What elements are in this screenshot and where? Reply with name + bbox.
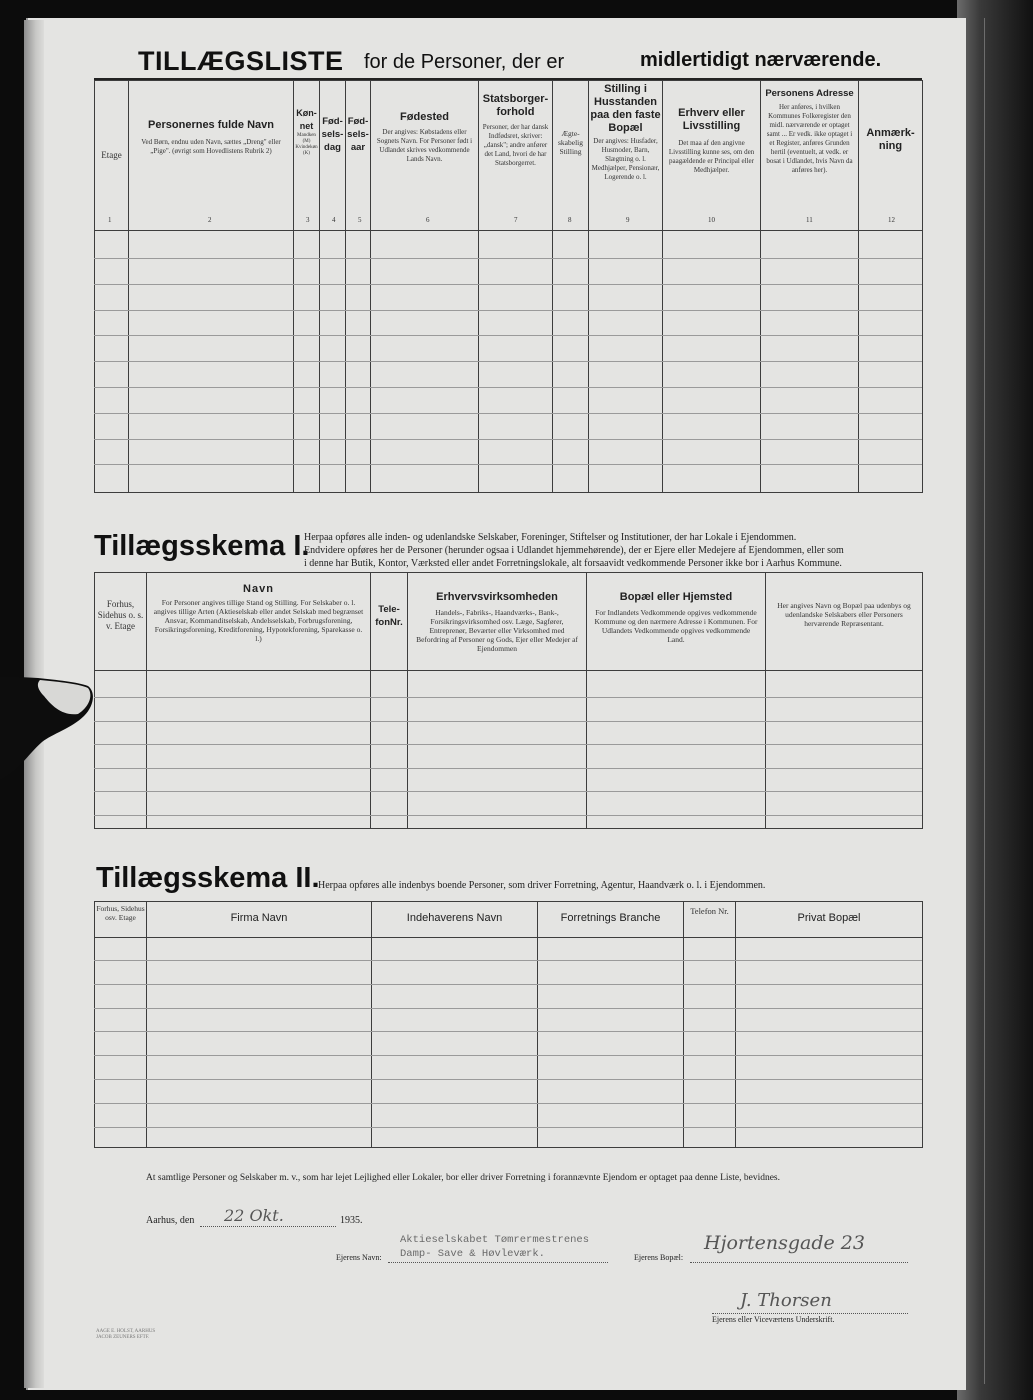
declaration: At samtlige Personer og Selskaber m. v., som har lejet Lejlighed eller Lokaler, bor eller driver Forretning i forannævnte Ejendom er optaget paa denne Liste, bevidnes. (146, 1173, 780, 1183)
residence-line (690, 1262, 908, 1263)
col-household: Stilling i Husstanden paa den faste Bopæl Der angives: Husfader, Husmoder, Barn, Slægtning o. l. Medhjælper, Pensionær, Logerende o. l. (589, 81, 663, 231)
s1-col-business: Erhvervsvirksomheden Handels-, Fabriks-, Haandværks-, Bank-, Forsikringsvirksomhed osv. Læge, Sagfører, Entreprenør, Beværter eller Virksomhed med Befordring af Personer og Gods, Ejer eller Medejer af Ejendommen (408, 573, 587, 671)
s1-col-residence: Bopæl eller Hjemsted For Indlandets Vedkommende opgives vedkommende Kommune og den nærmere Adresse i Kommunen. For Udlandets Vedkommende opgives vedkommende Land. (587, 573, 766, 671)
ruled-line (94, 697, 922, 698)
skema1-intro-line1: Herpaa opføres alle inden- og udenlandske Selskaber, Foreninger, Stiftelser og Institutioner, der har Lokale i Ejendommen. (304, 532, 797, 543)
col-num: 6 (426, 216, 430, 224)
s2-col-phone: Telefon Nr. (684, 902, 736, 938)
col-num: 12 (888, 216, 895, 224)
page-edge (984, 18, 985, 1384)
col-num: 7 (514, 216, 518, 224)
signature: J. Thorsen (740, 1290, 832, 1311)
ruled-line (94, 815, 922, 816)
col-num: 3 (306, 216, 310, 224)
residence-handwritten: Hjortensgade 23 (704, 1232, 865, 1254)
ruled-line (94, 361, 922, 362)
skema2-table (94, 901, 923, 1148)
skema1-title: Tillægsskema I. (94, 530, 310, 562)
page-title: TILLÆGSLISTE (138, 46, 344, 76)
column-numbers (94, 216, 922, 228)
col-num: 2 (208, 216, 212, 224)
owner-stamp-line2: Damp- Save & Høvleværk. (400, 1248, 545, 1260)
ruled-line (94, 721, 922, 722)
date-handwritten: 22 Okt. (224, 1206, 284, 1225)
ruled-line (94, 413, 922, 414)
ruled-line (94, 984, 922, 985)
year: 1935. (340, 1215, 363, 1226)
col-etage: Etage (95, 81, 129, 231)
ruled-line (94, 439, 922, 440)
col-num: 4 (332, 216, 336, 224)
skema1-intro-line2: Endvidere opføres her de Personer (herunder ogsaa i Udlandet hjemmehørende), der er Ejere eller Medejere af Ejendommen, eller som (304, 545, 844, 556)
col-remarks: Anmærkning (859, 81, 923, 231)
ruled-line (94, 1008, 922, 1009)
ruled-line (94, 791, 922, 792)
s2-col-private: Privat Bopæl (736, 902, 923, 938)
col-marital: Ægteskabelig Stilling (553, 81, 589, 231)
adjacent-page (957, 0, 1033, 1400)
s2-col-branch: Forretnings Branche (538, 902, 684, 938)
owner-label: Ejerens Navn: (336, 1253, 382, 1262)
ruled-line (94, 1055, 922, 1056)
col-birthplace: Fødested Der angives: Købstadens eller Sognets Navn. For Personer født i Udlandet skrives vedkommende Lands Navn. (371, 81, 479, 231)
s1-col-etage: Forhus, Sidehus o. s. v. Etage (95, 573, 147, 671)
ruled-line (94, 284, 922, 285)
s2-col-owner: Indehaverens Navn (372, 902, 538, 938)
date-line (200, 1226, 336, 1227)
s2-col-firm: Firma Navn (147, 902, 372, 938)
page-title-rest: for de Personer, der er (364, 51, 565, 73)
ruled-line (94, 335, 922, 336)
ruled-line (94, 744, 922, 745)
owner-line (388, 1262, 608, 1263)
residence-label: Ejerens Bopæl: (634, 1253, 684, 1262)
col-birthday: Fødselsdag (320, 81, 346, 231)
skema2-title: Tillægsskema II. (96, 862, 320, 894)
ruled-line (94, 1079, 922, 1080)
tillaegsliste-table (94, 80, 923, 493)
s1-col-name: Navn For Personer angives tillige Stand og Stilling. For Selskaber o. l. angives tillige Arten (Aktieselskab eller andet Selskab med begrænset Ansvar, Kommanditselskab, Andelsselskab, Forbrugsforening, Forsikringsforening, Kreditforening, Hypotekforening, Sparekasse o. l.) (147, 573, 371, 671)
skema1-intro-line3: i denne har Butik, Kontor, Værksted eller andet Forretningslokale, alt forsaavidt vedkommende Personer ikke bor i Aarhus Kommune. (304, 558, 842, 569)
signature-label: Ejerens eller Viceværtens Underskrift. (712, 1315, 835, 1324)
ruled-line (94, 310, 922, 311)
s2-col-etage: Forhus, Sidehus osv. Etage (95, 902, 147, 938)
col-num: 5 (358, 216, 362, 224)
col-num: 1 (108, 216, 112, 224)
col-num: 8 (568, 216, 572, 224)
ruled-line (94, 464, 922, 465)
col-birthyear: Fødselsaar (346, 81, 371, 231)
col-citizenship: Statsborgerforhold Personer, der har dansk Indfødsret, skriver: „dansk"; andre anfører det Land, hvori de har Statsborgerret. (479, 81, 553, 231)
ruled-line (94, 1103, 922, 1104)
col-gender: Kønnet Mandken (M) Kvindekøn (K) (294, 81, 320, 231)
printer-mark: AAGE E. HOLST, AARHUS JACOB ZEUNERS EFTF. (96, 1329, 156, 1340)
col-num: 10 (708, 216, 715, 224)
place-label: Aarhus, den (146, 1215, 195, 1226)
ruled-line (94, 768, 922, 769)
signature-line (712, 1313, 908, 1314)
col-name: Personernes fulde Navn Ved Børn, endnu uden Navn, sættes „Dreng" eller „Pige". (øvrigt som Hovedlistens Rubrik 2) (129, 81, 294, 231)
ruled-line (94, 258, 922, 259)
ruled-line (94, 960, 922, 961)
page-title-emphasis: midlertidigt nærværende. (640, 49, 882, 71)
col-num: 9 (626, 216, 630, 224)
s1-col-phone: TelefonNr. (371, 573, 408, 671)
col-address: Personens Adresse Her anføres, i hvilken Kommunes Folkeregister den midl. nærværende er optaget samt ... Er vedk. ikke optaget i et Register, anføres Grunden hertil (eventuelt, at vedk. er bosat i Udlandet, hvis Navn da anføres her). (761, 81, 859, 231)
skema2-intro: Herpaa opføres alle indenbys boende Personer, som driver Forretning, Agentur, Haandværk o. l. i Ejendommen. (318, 880, 766, 891)
ruled-line (94, 1031, 922, 1032)
col-occupation: Erhverv eller Livsstilling Det maa af den angivne Livsstilling kunne ses, om den paagældende er Principal eller Medhjælper. (663, 81, 761, 231)
ruled-line (94, 387, 922, 388)
thumb-icon (0, 676, 94, 780)
col-num: 11 (806, 216, 813, 224)
ruled-line (94, 1127, 922, 1128)
s1-col-representative: Her angives Navn og Bopæl paa udenbys og udenlandske Selskabers eller Personers herværende Repræsentant. (766, 573, 923, 671)
owner-stamp-line1: Aktieselskabet Tømrermestrenes (400, 1234, 590, 1246)
